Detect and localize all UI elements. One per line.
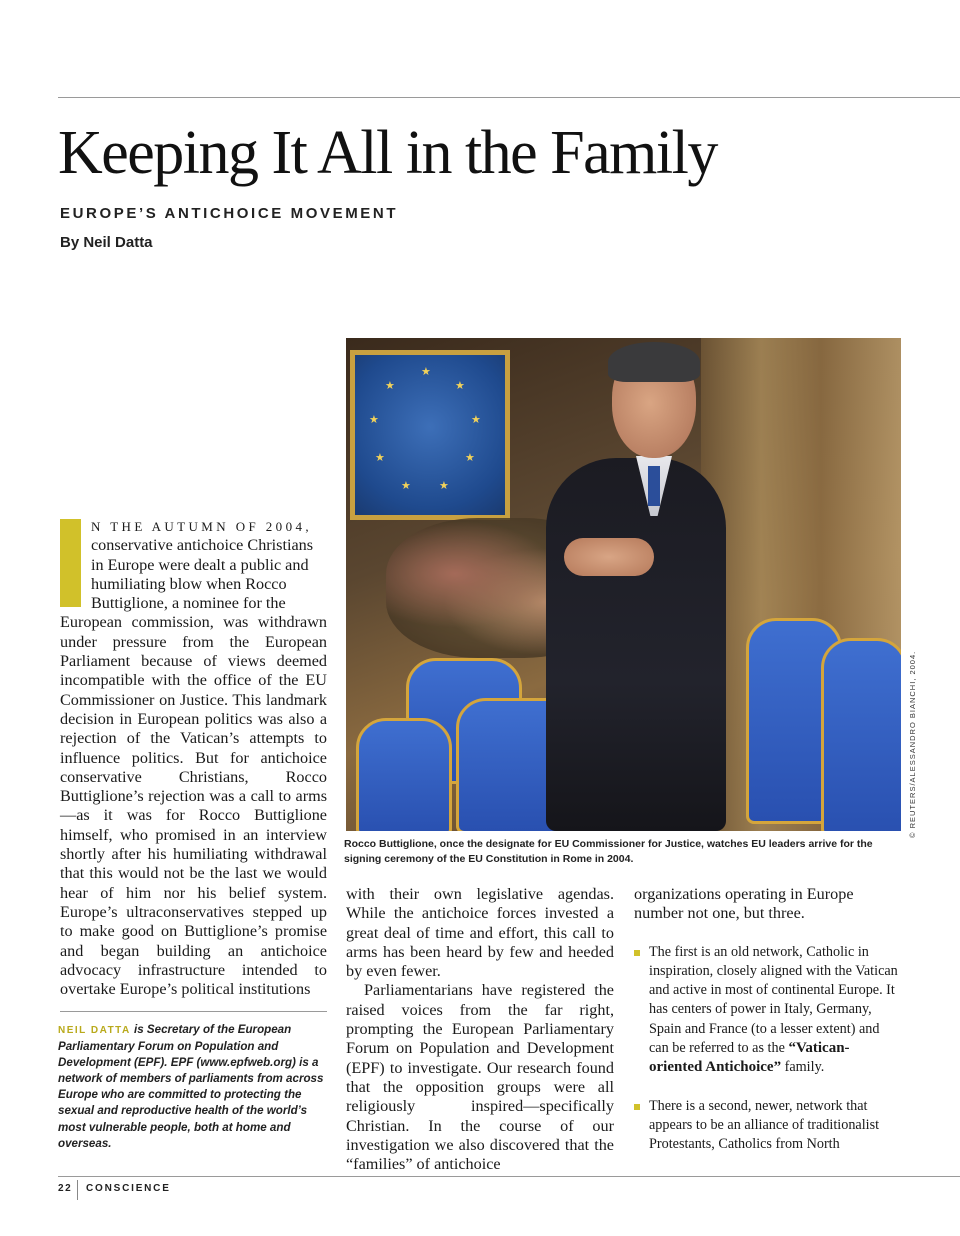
lead-in-caps: N THE AUTUMN OF 2004, — [91, 519, 313, 534]
article-photo — [346, 338, 901, 831]
paragraph: with their own legislative agendas. While the antichoice forces invested a great deal of time and effort, this call to arms has been heard by few and heeded by even fewer. — [346, 885, 614, 981]
column-2 — [346, 885, 614, 1174]
list-item: There is a second, newer, network that appears to be an alliance of traditionalist Protestants, Catholics from North — [634, 1097, 902, 1155]
column-1 — [60, 517, 327, 999]
photo-man-hand — [564, 538, 654, 576]
article-title: Keeping It All in the Family — [58, 119, 717, 187]
photo-man-tie — [648, 466, 660, 506]
lead-line: humiliating blow when Rocco — [91, 574, 287, 593]
author-bio-text: is Secretary of the European Parliamentary Forum on Population and Development (EPF). EPF (www.epfweb.org) is a network of members of parliaments from across Europe who are committed to protecting the sexual and reproductive health of the world’s most vulnerable people, both at home and overseas. — [58, 1023, 324, 1150]
top-rule — [58, 97, 960, 98]
bullet-list — [634, 943, 902, 1155]
family-name: “Vatican-oriented Antichoice” — [649, 1040, 850, 1076]
photo-man-suit — [546, 458, 726, 831]
author-bio — [58, 1022, 333, 1152]
paragraph: organizations operating in Europe number not one, but three. — [634, 885, 854, 923]
column-3 — [634, 885, 902, 1174]
lead-line: Buttiglione, a nominee for the — [91, 594, 286, 613]
publication-name: CONSCIENCE — [86, 1183, 171, 1194]
photo-eu-banner: ★ ★ ★ ★ ★ ★ ★ ★ ★ — [350, 350, 510, 520]
photo-man-hair — [608, 342, 700, 382]
photo-chair — [821, 638, 901, 831]
square-bullet-icon — [634, 1104, 640, 1110]
byline: By Neil Datta — [60, 234, 153, 251]
author-name: NEIL DATTA — [58, 1025, 131, 1036]
paragraph: Parliamentarians have registered the raised voices from the far right, prompting the European Parliamentary Forum on Population and Development (EPF) to investigate. Our research found that the opposition groups were all religiously inspired—specifically Christian. In the course of our investigation we also discovered that the “families” of antichoice — [346, 981, 614, 1174]
footer-rule — [58, 1176, 960, 1177]
article-subtitle: EUROPE’S ANTICHOICE MOVEMENT — [60, 205, 399, 222]
list-item: The first is an old network, Catholic in inspiration, closely aligned with the Vatican and active in most of continental Europe. It has centers of power in Italy, Germany, Spain and France (to a lesser extent) and can be referred to as the “Vatican-oriented Antichoice” family. — [634, 943, 902, 1078]
photo-credit: © REUTERS/ALESSANDRO BIANCHI, 2004. — [908, 650, 917, 838]
photo-chair — [356, 718, 452, 831]
lead-line: conservative antichoice Christians — [91, 536, 314, 555]
square-bullet-icon — [634, 950, 640, 956]
lead-line: in Europe were dealt a public and — [91, 555, 309, 574]
page-number: 22 — [58, 1183, 73, 1194]
bio-rule — [60, 1011, 327, 1012]
footer-divider — [77, 1180, 78, 1200]
body-text: European commission, was withdrawn under pressure from the European Parliament because of views deemed incompatible with the office of the EU Commissioner on Justice. This landmark decision in European politics was also a rejection of the Vatican’s attempts to influence politics. But for antichoice conservative Christians, Rocco Buttiglione’s rejection was a call to arms—as it was for Rocco Buttiglione himself, who promised in an interview shortly after his humiliating withdrawal that this would not be the last we would hear of him nor his belief system. Europe’s ultraconservatives stepped up to make good on Buttiglione’s promise and began building an antichoice advocacy infrastructure intended to overtake Europe’s political institutions — [60, 613, 327, 999]
photo-caption: Rocco Buttiglione, once the designate for EU Commissioner for Justice, watches EU leaders arrive for the signing ceremony of the EU Constitution in Rome in 2004. — [344, 838, 873, 865]
